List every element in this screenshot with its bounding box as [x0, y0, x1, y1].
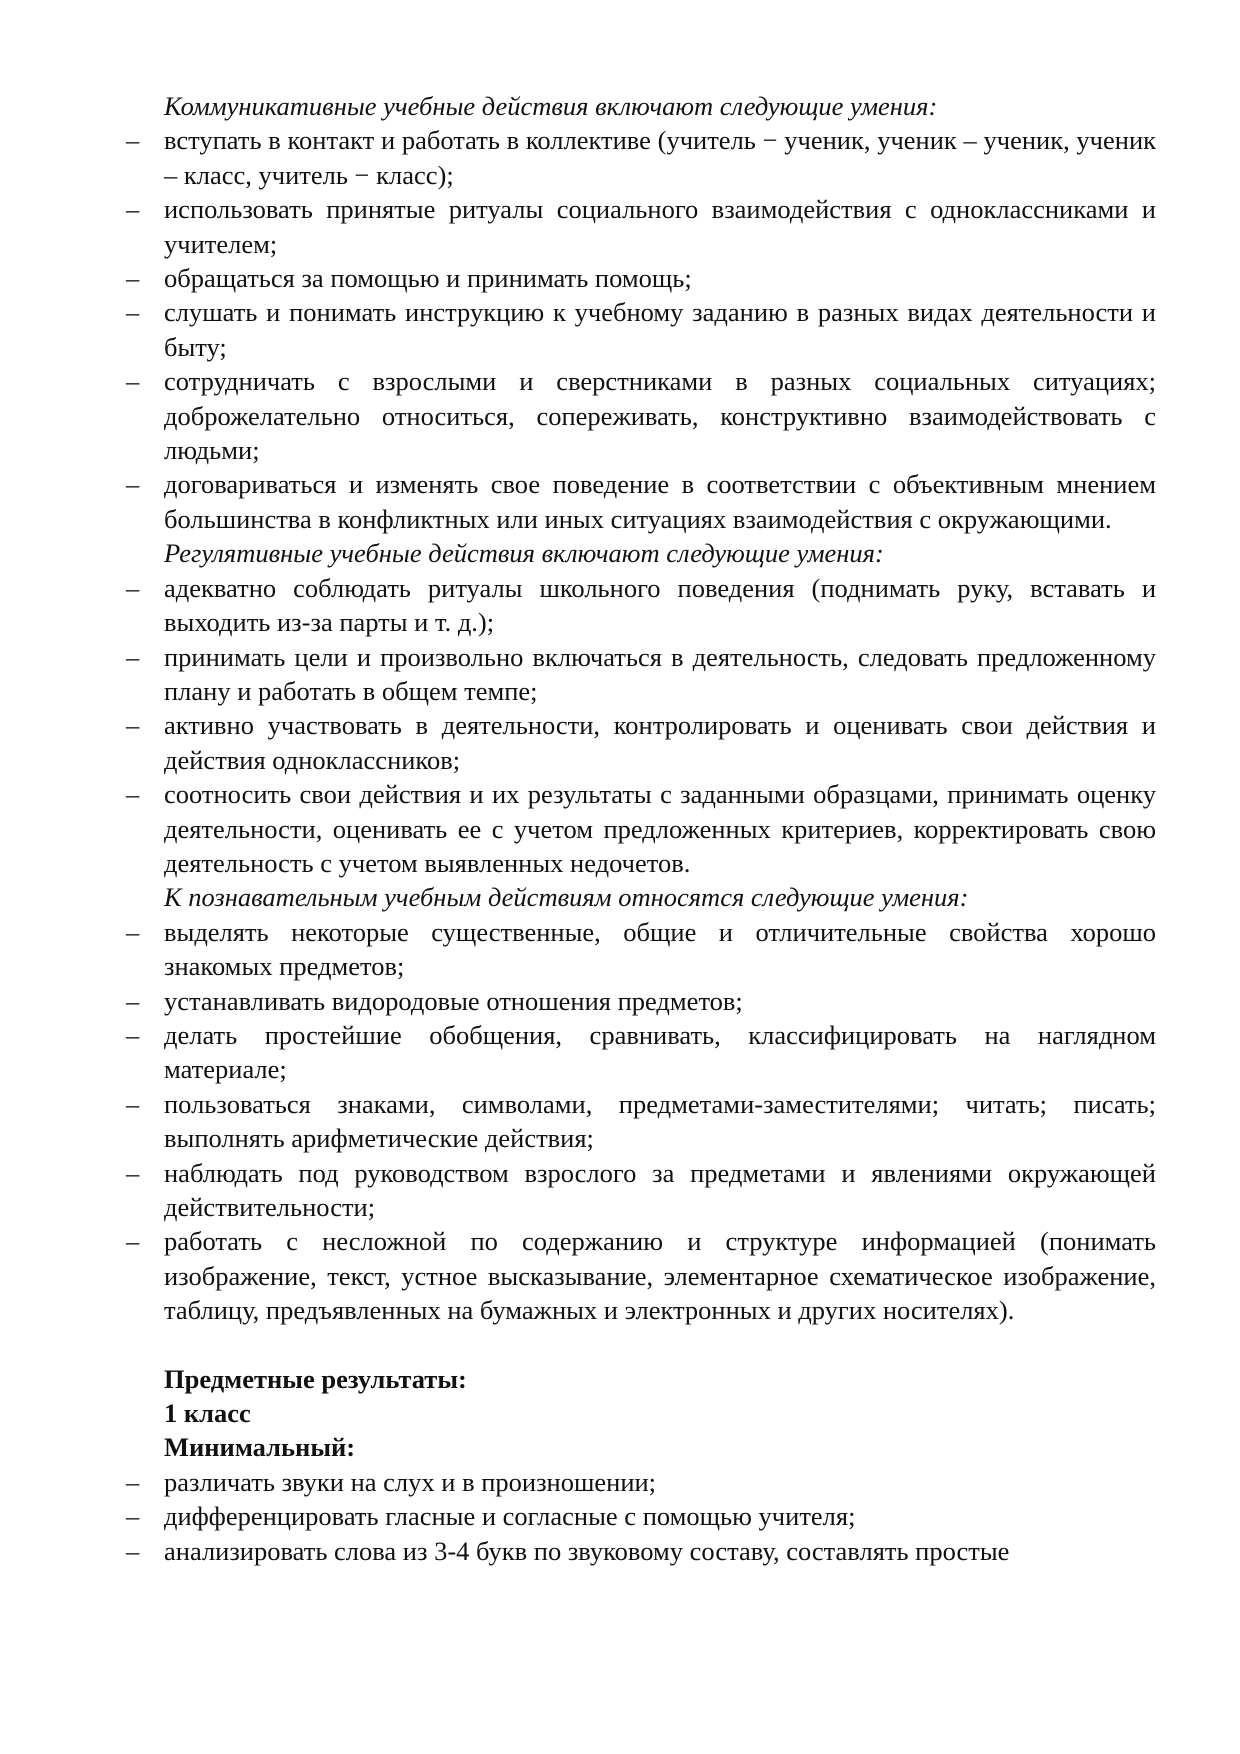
list-item: – слушать и понимать инструкцию к учебному заданию в разных видах деятельности и быту; [126, 295, 1156, 364]
list-item: – различать звуки на слух и в произношении; [126, 1465, 1156, 1499]
cognitive-heading: К познавательным учебным действиям относятся следующие умения: [164, 882, 969, 913]
list-item: – договариваться и изменять свое поведение в соответствии с объективным мнением большинства в конфликтных или иных ситуациях взаимодействия с окружающими. [126, 467, 1156, 536]
level-label: Минимальный: [164, 1432, 356, 1463]
subject-results-title: Предметные результаты: [164, 1363, 467, 1394]
cognitive-list [126, 915, 1156, 1328]
page-content [126, 89, 1156, 1568]
regulative-list [126, 571, 1156, 881]
list-item: – соотносить свои действия и их результаты с заданными образцами, принимать оценку деятельности, оценивать ее с учетом предложенных критериев, корректировать свою деятельность с учетом выявленных недочетов. [126, 777, 1156, 880]
section-spacer [126, 1328, 1156, 1362]
list-item: – обращаться за помощью и принимать помощь; [126, 261, 1156, 295]
list-item: – активно участвовать в деятельности, контролировать и оценивать свои действия и действия одноклассников; [126, 708, 1156, 777]
regulative-heading: Регулятивные учебные действия включают следующие умения: [164, 538, 884, 569]
subject-list [126, 1465, 1156, 1568]
list-item: – адекватно соблюдать ритуалы школьного поведения (поднимать руку, вставать и выходить из-за парты и т. д.); [126, 571, 1156, 640]
list-item: – анализировать слова из 3-4 букв по звуковому составу, составлять простые [126, 1534, 1156, 1568]
list-item: – принимать цели и произвольно включаться в деятельность, следовать предложенному плану и работать в общем темпе; [126, 640, 1156, 709]
list-item: – делать простейшие обобщения, сравнивать, классифицировать на наглядном материале; [126, 1018, 1156, 1087]
list-item: – вступать в контакт и работать в коллективе (учитель − ученик, ученик – ученик, ученик – класс, учитель − класс); [126, 123, 1156, 192]
communicative-list [126, 123, 1156, 536]
list-item: – устанавливать видородовые отношения предметов; [126, 984, 1156, 1018]
list-item: – наблюдать под руководством взрослого за предметами и явлениями окружающей действительности; [126, 1156, 1156, 1225]
list-item: – пользоваться знаками, символами, предметами-заместителями; читать; писать; выполнять арифметические действия; [126, 1087, 1156, 1156]
list-item: – сотрудничать с взрослыми и сверстниками в разных социальных ситуациях; доброжелательно относиться, сопереживать, конструктивно взаимодействовать с людьми; [126, 364, 1156, 467]
communicative-heading: Коммуникативные учебные действия включают следующие умения: [164, 91, 938, 121]
list-item: – выделять некоторые существенные, общие и отличительные свойства хорошо знакомых предметов; [126, 915, 1156, 984]
grade-label: 1 класс [164, 1398, 251, 1429]
list-item: – дифференцировать гласные и согласные с помощью учителя; [126, 1499, 1156, 1533]
list-item: – использовать принятые ритуалы социального взаимодействия с одноклассниками и учителем; [126, 192, 1156, 261]
list-item: – работать с несложной по содержанию и структуре информацией (понимать изображение, текст, устное высказывание, элементарное схематическое изображение, таблицу, предъявленных на бумажных и электронных и других носителях). [126, 1224, 1156, 1327]
